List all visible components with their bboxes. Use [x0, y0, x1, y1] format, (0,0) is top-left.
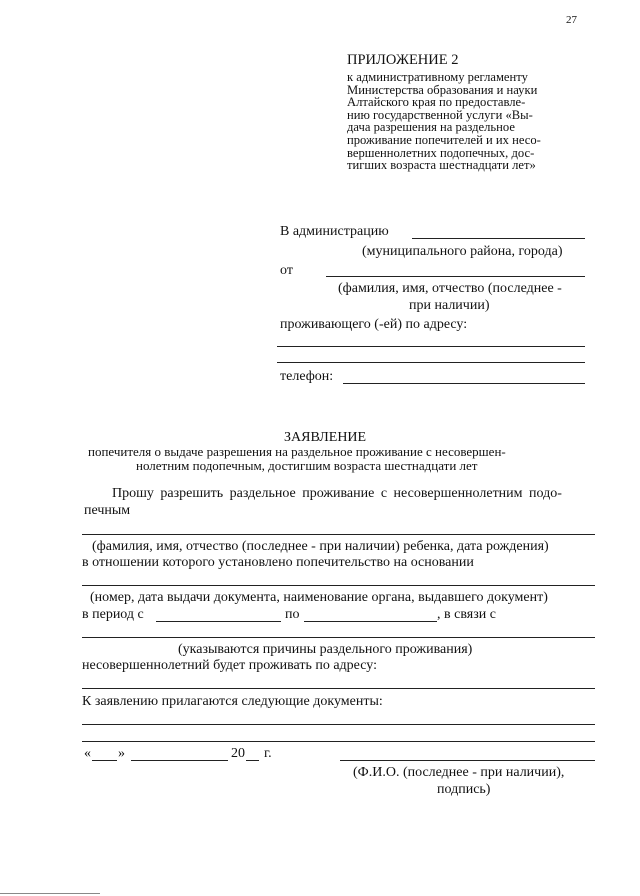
- from-field-line[interactable]: [326, 276, 585, 277]
- to-field-line[interactable]: [412, 238, 585, 239]
- guardianship-basis: в отношении которого установлено попечительство на основании: [82, 555, 474, 570]
- reason-link: , в связи с: [437, 607, 496, 622]
- appendix-text: [347, 71, 577, 172]
- from-hint-1: (фамилия, имя, отчество (последнее -: [338, 281, 562, 296]
- request-line-1: Прошу разрешить раздельное проживание с несовершеннолетним подо-: [112, 486, 562, 501]
- attachments-field-line-2[interactable]: [82, 741, 595, 742]
- period-from-label: в период с: [82, 607, 144, 622]
- fio-hint-1: (Ф.И.О. (последнее - при наличии),: [353, 765, 565, 780]
- appendix-line: Министерства образования и науки: [347, 82, 538, 97]
- appendix-line: нию государственной услуги «Вы-: [347, 107, 533, 122]
- date-year-suffix: г.: [264, 746, 272, 761]
- statement-title: ЗАЯВЛЕНИЕ: [284, 430, 367, 445]
- appendix-line: проживание попечителей и их несо-: [347, 132, 541, 147]
- from-label: от: [280, 263, 293, 278]
- reasons-field-line[interactable]: [82, 637, 595, 638]
- fio-hint-2: подпись): [437, 782, 491, 797]
- appendix-line: к административному регламенту: [347, 70, 528, 84]
- minor-address-field-line[interactable]: [82, 688, 595, 689]
- date-year-field[interactable]: [246, 760, 259, 761]
- appendix-line: дача разрешения на раздельное: [347, 120, 515, 135]
- request-line-2: печным: [84, 503, 131, 518]
- period-from-field[interactable]: [156, 621, 281, 622]
- date-month-field[interactable]: [131, 760, 228, 761]
- attachments-label: К заявлению прилагаются следующие документы:: [82, 694, 383, 709]
- appendix-line: вершеннолетних подопечных, дос-: [347, 145, 535, 160]
- appendix-line: Алтайского края по предоставле-: [347, 95, 526, 110]
- to-hint: (муниципального района, города): [362, 244, 563, 259]
- child-hint: (фамилия, имя, отчество (последнее - при наличии) ребенка, дата рождения): [92, 539, 549, 554]
- date-year-prefix: 20: [231, 746, 245, 761]
- phone-field-line[interactable]: [343, 383, 585, 384]
- date-day-field[interactable]: [92, 760, 117, 761]
- address-label: проживающего (-ей) по адресу:: [280, 317, 468, 332]
- page-number: 27: [566, 14, 577, 26]
- child-field-line[interactable]: [82, 534, 595, 535]
- minor-address: несовершеннолетний будет проживать по адресу:: [82, 658, 377, 673]
- appendix-title: ПРИЛОЖЕНИЕ 2: [347, 52, 459, 68]
- statement-subtitle-1: попечителя о выдаче разрешения на раздельное проживание с несовершен-: [88, 444, 506, 459]
- from-hint-2: при наличии): [409, 298, 490, 313]
- statement-subtitle-2: нолетним подопечным, достигшим возраста шестнадцати лет: [136, 458, 478, 473]
- to-label: В администрацию: [280, 224, 389, 239]
- page-bottom-rule: [0, 893, 100, 894]
- reasons-hint: (указываются причины раздельного проживания): [178, 642, 473, 657]
- date-quote-close: »: [118, 746, 125, 761]
- date-quote-open: «: [84, 746, 91, 761]
- attachments-field-line-1[interactable]: [82, 724, 595, 725]
- period-to-field[interactable]: [304, 621, 437, 622]
- appendix-line: тигших возраста шестнадцати лет»: [347, 158, 536, 173]
- address-field-line-1[interactable]: [277, 346, 585, 347]
- period-to-label: по: [285, 607, 300, 622]
- address-field-line-2[interactable]: [277, 362, 585, 363]
- signature-field-line[interactable]: [340, 760, 595, 761]
- phone-label: телефон:: [280, 369, 334, 384]
- document-field-line[interactable]: [82, 585, 595, 586]
- document-hint: (номер, дата выдачи документа, наименование органа, выдавшего документ): [90, 590, 548, 605]
